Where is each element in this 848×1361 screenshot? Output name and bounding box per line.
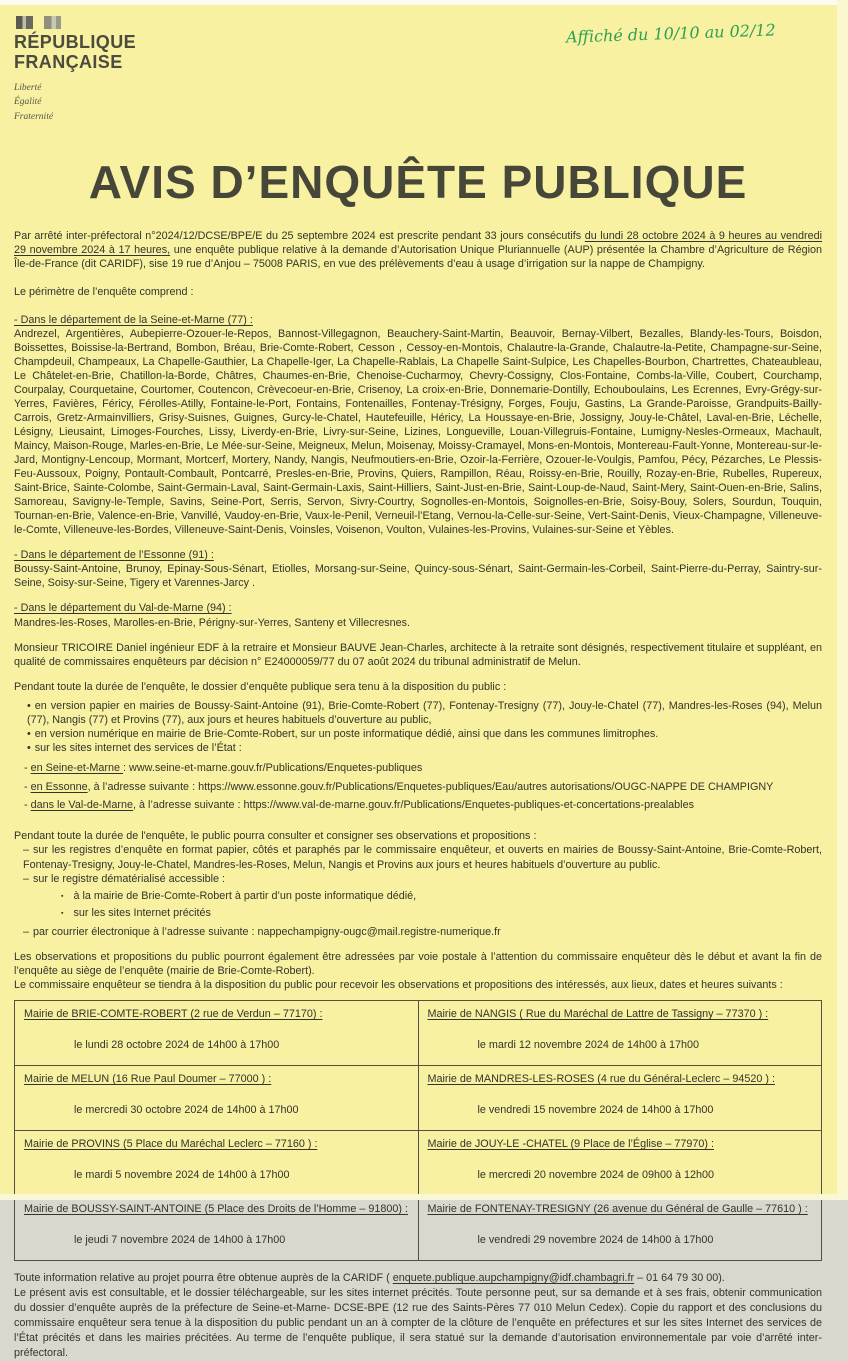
venue-label: Mairie de NANGIS ( Rue du Maréchal de Lattre de Tassigny – 77370 ) : [427,1007,769,1020]
commissioner-availability: Le commissaire enquêteur se tiendra à la disposition du public pour recevoir les observations et propositions des intéressés, aux lieux, dates et heures suivants : [14,978,783,991]
communes-77-list: Andrezel, Argentières, Aubepierre-Ozouer-le-Repos, Bannost-Villegagnon, Beauchery-Saint-Martin, Beauvoir, Bernay-Vilbert, Bezalles, Blandy-les-Tours, Boisdon, Boissettes, Boissise-la-Bertrand, Bombon, Bréau, Brie-Comte-Robert, Cesson , Cessoy-en-Montois, Chalautre-la-Grande, Chalautre-la-Petite, Champagne-sur-Seine, Champdeuil, Champeaux, La Chapelle-Gauthier, La Chapelle-Iger, La Chapelle-Rablais, La Chapelle Saint-Sulpice, Les Chapelles-Bourbon, Chartrettes, Chateaubleau, Le Châtelet-en-Brie, Chatillon-la-Borde, Châtres, Chaumes-en-Brie, Chenoise-Cucharmoy, Chevry-Cossigny, Clos-Fontaine, Combs-la-Ville, Coubert, Courchamp, Courpalay, Courquetaine, Courtomer, Coutencon, Crèvecoeur-en-Brie, Crisenoy, La croix-en-Brie, Donnemarie-Dontilly, Echouboulains, Les Ecrennes, Evry-Grégy-sur-Yerres, Favières, Féricy, Férolles-Atilly, Fontaine-le-Port, Fontains, Fontenailles, Fontenay-Trésigny, Forges, Fouju, Gastins, La Grande-Paroisse, Grandpuits-Bailly-Carrois, Gretz-Armainvilliers, Grisy-Suisnes, Guignes, Gurcy-le-Chatel, Hautefeuille, Héricy, La Houssaye-en-Brie, Jossigny, Jouy-le-Châtel, Laval-en-Brie, Léchelle, Lésigny, Lieusaint, Limoges-Fourches, Lissy, Liverdy-en-Brie, Livry-sur-Seine, Lizines, Longueville, Louan-Villegruis-Fontaine, Lumigny-Nesles-Ormeaux, Machault, Maincy, Maison-Rouge, Marles-en-Brie, Le Mée-sur-Seine, Meigneux, Melun, Moisenay, Moissy-Cramayel, Mons-en-Montois, Montereau-Fault-Yonne, Montereau-sur-le-Jard, Montigny-Lencoup, Mormant, Mortcerf, Mortery, Nandy, Nangis, Neufmoutiers-en-Brie, Ozoir-la-Ferrière, Ozouer-le-Voulgis, Pamfou, Pécy, Pézarches, Le Plessis-Feu-Aussoux, Poigny, Pontault-Combault, Pontcarré, Presles-en-Brie, Provins, Quiers, Rampillon, Réau, Roissy-en-Brie, Rouilly, Rozay-en-Brie, Rubelles, Rupereux, Saint-Brice, Sainte-Colombe, Saint-Germain-Laval, Saint-Germain-Laxis, Saint-Hilliers, Saint-Just-en-Brie, Saint-Loup-de-Naud, Saint-Mery, Saint-Ouen-en-Brie, Salins, Samoreau, Savigny-le-Temple, Savins, Seine-Port, Serris, Servon, Sivry-Courtry, Sognolles-en-Montois, Soignolles-en-Brie, Soisy-Bouy, Solers, Sourdun, Touquin, Tournan-en-Brie, Valence-en-Brie, Vanvillé, Vaudoy-en-Brie, Vaux-le-Penil, Verneuil-l’Etang, Vernou-la-Celle-sur-Seine, Vert-Saint-Denis, Vieux-Champagne, Villeneuve-le-Comte, Villeneuve-les-Bordes, Villeneuve-Saint-Denis, Voinsles, Voisenon, Voulton, Vulaines-les-Provins, Vulaines-sur-Seine et Yèbles. [14,327,822,537]
item-text: sur les registres d’enquête en format papier, côtés et paraphés par le commissaire enquêteur, et ouverts en mairies de Boussy-Saint-Antoine, Brie-Comte-Robert, Fontenay-Tresigny, Jouy-le-Chatel, Mandres-les-Roses, Melun, Nangis et Provins aux jours et heures habituels d’ouverture au public. [23,844,822,871]
list-item [24,759,822,778]
dept-label: dans le Val-de-Marne [30,799,134,812]
schedule-cell [418,1131,822,1196]
motto-egalite: Égalité [14,97,42,108]
intro-paragraph [14,229,822,271]
schedule-table [14,1000,822,1261]
consultation-intro: Pendant toute la durée de l'enquête, le public pourra consulter et consigner ses observations et propositions : [14,830,537,843]
handwritten-annotation: Affiché du 10/10 au 02/12 [566,20,777,47]
scan-edge-right [837,0,848,1200]
schedule-cell [15,1066,419,1131]
contact-phone: – 01 64 79 30 00). [634,1272,725,1285]
list-item [27,699,822,728]
dept-94-heading: - Dans le département du Val-de-Marne (94) : [14,602,232,615]
square-bullet-icon: ▪ [61,910,64,918]
commissioners-paragraph: Monsieur TRICOIRE Daniel ingénieur EDF à la retraire et Monsieur BAUVE Jean-Charles, architecte à la retraite sont désignés, respectivement titulaire et suppléant, en qualité de commissaires enquêteurs par décision n° E24000059/77 du 07 août 2024 du tribunal administratif de Melun. [14,641,822,668]
venue-label: Mairie de BRIE-COMTE-ROBERT (2 rue de Verdun – 77170) : [24,1007,323,1020]
schedule-cell [15,1000,419,1065]
dept-label: en Seine-et-Marne [30,761,124,774]
list-item [24,796,822,815]
session-time: le mardi 12 novembre 2024 de 14h00 à 17h00 [477,1038,699,1051]
list-item [61,905,822,922]
dash-marker: - [24,799,31,812]
venue-label: Mairie de BOUSSY-SAINT-ANTOINE (5 Place des Droits de l’Homme – 91800) : [24,1203,409,1216]
endash-marker: – [23,872,30,885]
endash-marker: – [23,925,30,938]
inquiry-dates: du lundi 28 octobre 2024 à 9 heures au vendredi 29 novembre 2024 à 17 heures, [14,229,822,256]
square-bullet-icon: ▪ [61,893,64,901]
dept-91-section [14,548,822,590]
republic-name-line2: FRANÇAISE [14,51,123,72]
site-url: : www.seine-et-marne.gouv.fr/Publications/Enquetes-publiques [123,761,423,774]
intro-text: Par arrêté inter-préfectoral n°2024/12/DCSE/BPE/E du 25 septembre 2024 est prescrite pendant 33 jours consécutifs [14,229,585,242]
bullet-icon: • [27,742,31,755]
dept-91-heading: - Dans le département de l’Essonne (91) : [14,549,214,562]
bullet-text: en version numérique en mairie de Brie-Comte-Robert, sur un poste informatique dédié, ainsi que dans les communes limitrophes. [34,728,659,741]
republic-name-line1: RÉPUBLIQUE [14,32,137,52]
table-row [15,1196,822,1261]
session-time: le lundi 28 octobre 2024 de 14h00 à 17h00 [74,1038,280,1051]
dept-77-section [14,313,822,538]
site-url: , à l’adresse suivante : https://www.essonne.gouv.fr/Publications/Enquetes-publiques/Eau/autres autorisations/OUGC-NAPPE DE CHAMPIGNY [87,780,774,793]
session-time: le mardi 5 novembre 2024 de 14h00 à 17h00 [74,1169,290,1182]
session-time: le mercredi 20 novembre 2024 de 09h00 à 12h00 [477,1169,714,1182]
consultation-list [14,843,822,939]
table-row [15,1066,822,1131]
list-item [23,872,822,886]
list-item [61,888,822,905]
dept-label: en Essonne [30,780,88,793]
flag-block-icon [16,16,33,29]
schedule-cell [15,1131,419,1196]
dash-marker: - [24,780,31,793]
dash-marker: - [24,761,31,774]
page-title: AVIS D’ENQUÊTE PUBLIQUE [88,155,748,208]
dept-94-section [14,601,822,629]
communes-91-list: Boussy-Saint-Antoine, Brunoy, Epinay-Sous-Sénart, Etiolles, Morsang-sur-Seine, Quincy-sous-Sénart, Saint-Germain-les-Corbeil, Saint-Pierre-du-Perray, Saintry-sur-Seine, Soisy-sur-Seine, Tigery et Varennes-Jarcy . [14,563,822,590]
dossier-bullet-list [14,699,822,756]
schedule-cell [418,1066,822,1131]
flag-icon [16,16,136,29]
item-text: à la mairie de Brie-Comte-Robert à partir d’un poste informatique dédié, [73,890,417,903]
item-text: par courrier électronique à l’adresse suivante : nappechampigny-ougc@mail.registre-numerique.fr [33,925,501,938]
list-item [27,727,822,741]
item-text: sur les sites Internet précités [73,907,211,920]
communes-94-list: Mandres-les-Roses, Marolles-en-Brie, Périgny-sur-Yerres, Santeny et Villecresnes. [14,616,411,629]
motto-liberte: Liberté [14,82,42,93]
table-row [15,1131,822,1196]
bullet-text: sur les sites internet des services de l’État : [34,742,242,755]
bullet-icon: • [27,699,31,712]
footer [14,1271,822,1360]
dept-77-heading: - Dans le département de la Seine-et-Marne (77) : [14,313,253,326]
venue-label: Mairie de JOUY-LE -CHATEL (9 Place de l’Église – 77970) : [427,1138,714,1151]
intro-text-cont: une enquête publique relative à la demande d’Autorisation Unique Pluriannuelle (AUP) présentée la Chambre d’Agriculture de Région Île-de-France (dit CARIDF), sise 19 rue d’Anjou – 75008 PARIS, en vue des prélèvements d’eau à usage d’irrigation sur la nappe de Champigny. [14,243,822,270]
session-time: le jeudi 7 novembre 2024 de 14h00 à 17h00 [74,1234,286,1247]
bullet-text: en version papier en mairies de Boussy-Saint-Antoine (91), Brie-Comte-Robert (77), Fontenay-Tresigny (77), Jouy-le-Chatel (77), Mandres-les-Roses (94), Melun (77), Nangis (77) et Provins (77), aux jours et heures habituels d’ouverture au public, [27,699,822,726]
schedule-cell [15,1196,419,1261]
list-item [27,741,822,755]
table-row [15,1000,822,1065]
list-item [23,843,822,872]
dossier-intro: Pendant toute la durée de l’enquête, le dossier d’enquête publique sera tenu à la disposition du public : [14,680,507,693]
state-websites-list [14,759,822,816]
site-url: , à l’adresse suivante : https://www.val-de-marne.gouv.fr/Publications/Enquetes-publiques-et-concertations-prealables [133,799,694,812]
session-time: le vendredi 29 novembre 2024 de 14h00 à 17h00 [477,1234,714,1247]
republique-francaise-logo [14,16,136,125]
session-time: le mercredi 30 octobre 2024 de 14h00 à 17h00 [74,1104,299,1117]
venue-label: Mairie de FONTENAY-TRESIGNY (26 avenue du Général de Gaulle – 77610 ) : [427,1203,808,1216]
list-item [23,925,822,939]
schedule-cell [418,1000,822,1065]
postal-paragraph: Les observations et propositions du public pourront également être adressées par voie postale à l’attention du commissaire enquêteur dès le début et avant la fin de l’enquête au siège de l’enquête (mairie de Brie-Comte-Robert). [14,950,822,977]
session-time: le vendredi 15 novembre 2024 de 14h00 à 17h00 [477,1104,714,1117]
endash-marker: – [23,844,30,857]
contact-text: Toute information relative au projet pourra être obtenue auprès de la CARIDF ( [14,1272,393,1285]
legal-paragraph: Le présent avis est consultable, et le dossier téléchargeable, sur les sites internet précités. Toute personne peut, sur sa demande et à ses frais, obtenir communication du dossier d’enquête auprès de la préfecture de Seine-et-Marne- DCSE-BPE (12 rue des Saints-Pères 77 010 Melun Cedex). Copie du rapport et des conclusions du commissaire enquêteur sera tenue à la disposition du public pendant un an à compter de la clôture de l’enquête en préfectures et sur les sites Internet des services de l’État précités et dans les mairies précitées. Au terme de l’enquête publique, il sera statué sur la demande d’autorisation environnementale par voie d’arrêté inter-préfectoral. [14,1287,822,1359]
motto-fraternite: Fraternité [14,112,54,123]
perimeter-label: Le périmètre de l’enquête comprend : [14,285,194,298]
bullet-icon: • [27,728,31,741]
contact-email: enquete.publique.aupchampigny@idf.chambagri.fr [392,1272,635,1285]
venue-label: Mairie de MELUN (16 Rue Paul Doumer – 77000 ) : [24,1073,272,1086]
venue-label: Mairie de MANDRES-LES-ROSES (4 rue du Général-Leclerc – 94520 ) : [427,1073,775,1086]
register-sublist [23,888,822,923]
contact-line [14,1271,822,1286]
flag-block-icon [44,16,61,29]
item-text: sur le registre dématérialisé accessible : [33,872,226,885]
list-item [24,778,822,797]
scan-edge-top [0,0,848,5]
venue-label: Mairie de PROVINS (5 Place du Maréchal Leclerc – 77160 ) : [24,1138,318,1151]
schedule-cell [418,1196,822,1261]
national-motto [14,81,136,125]
header [14,16,822,125]
scan-edge-bottom [0,1194,848,1200]
